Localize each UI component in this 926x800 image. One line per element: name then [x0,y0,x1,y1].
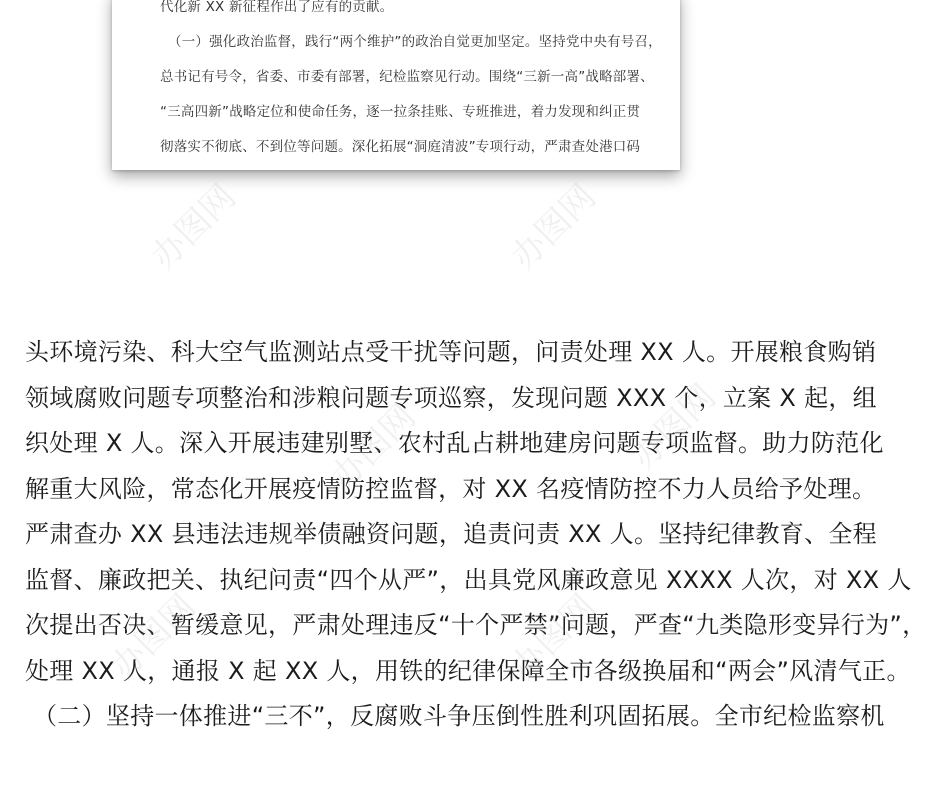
body-line: 织处理 X 人。深入开展违建别墅、农村乱占耕地建房问题专项监督。助力防范化 [25,429,884,457]
watermark: 办图网 [323,396,424,498]
body-line: 次提出否决、暂缓意见，严肃处理违反“十个严禁”问题，严查“九类隐形变异行为”， [25,611,926,639]
watermark: 办图网 [503,176,604,278]
body-line: 处理 XX 人，通报 X 起 XX 人，用铁的纪律保障全市各级换届和“两会”风清气正。 [25,656,911,685]
watermark: 办图网 [623,376,724,478]
body-line: 头环境污染、科大空气监测站点受干扰等问题，问责处理 XX 人。开展粮食购销 [25,338,877,366]
body-line: （二）坚持一体推进“三不”，反腐败斗争压倒性胜利巩固拓展。全市纪检监察机 [33,702,885,730]
preview-line: 总书记有号令，省委、市委有部署，纪检监察见行动。围绕“三新一高”战略部署、 [160,69,654,85]
preview-line: 代化新 XX 新征程作出了应有的贡献。 [160,0,394,15]
watermark: 办图网 [143,176,244,278]
body-line: 严肃查办 XX 县违法违规举债融资问题，追责问责 XX 人。坚持纪律教育、全程 [25,520,877,548]
watermark: 办图网 [503,586,604,688]
preview-line: 彻落实不彻底、不到位等问题。深化拓展“洞庭清波”专项行动，严肃查处港口码 [160,139,641,155]
watermark: 办图网 [103,586,204,688]
body-line: 监督、廉政把关、执纪问责“四个从严”，出具党风廉政意见 XXXX 人次，对 XX 人 [25,565,912,594]
preview-line: “三高四新”战略定位和使命任务，逐一拉条挂账、专班推进，着力发现和纠正贯 [160,104,641,120]
body-line: 解重大风险，常态化开展疫情防控监督，对 XX 名疫情防控不力人员给予处理。 [25,474,877,503]
preview-line: （一）强化政治监督，践行“两个维护”的政治自觉更加坚定。坚持党中央有号召， [168,34,662,50]
body-line: 领域腐败问题专项整治和涉粮问题专项巡察，发现问题 XXX 个，立案 X 起，组 [25,383,877,412]
document-body [25,330,926,740]
document-preview-card [112,0,680,170]
